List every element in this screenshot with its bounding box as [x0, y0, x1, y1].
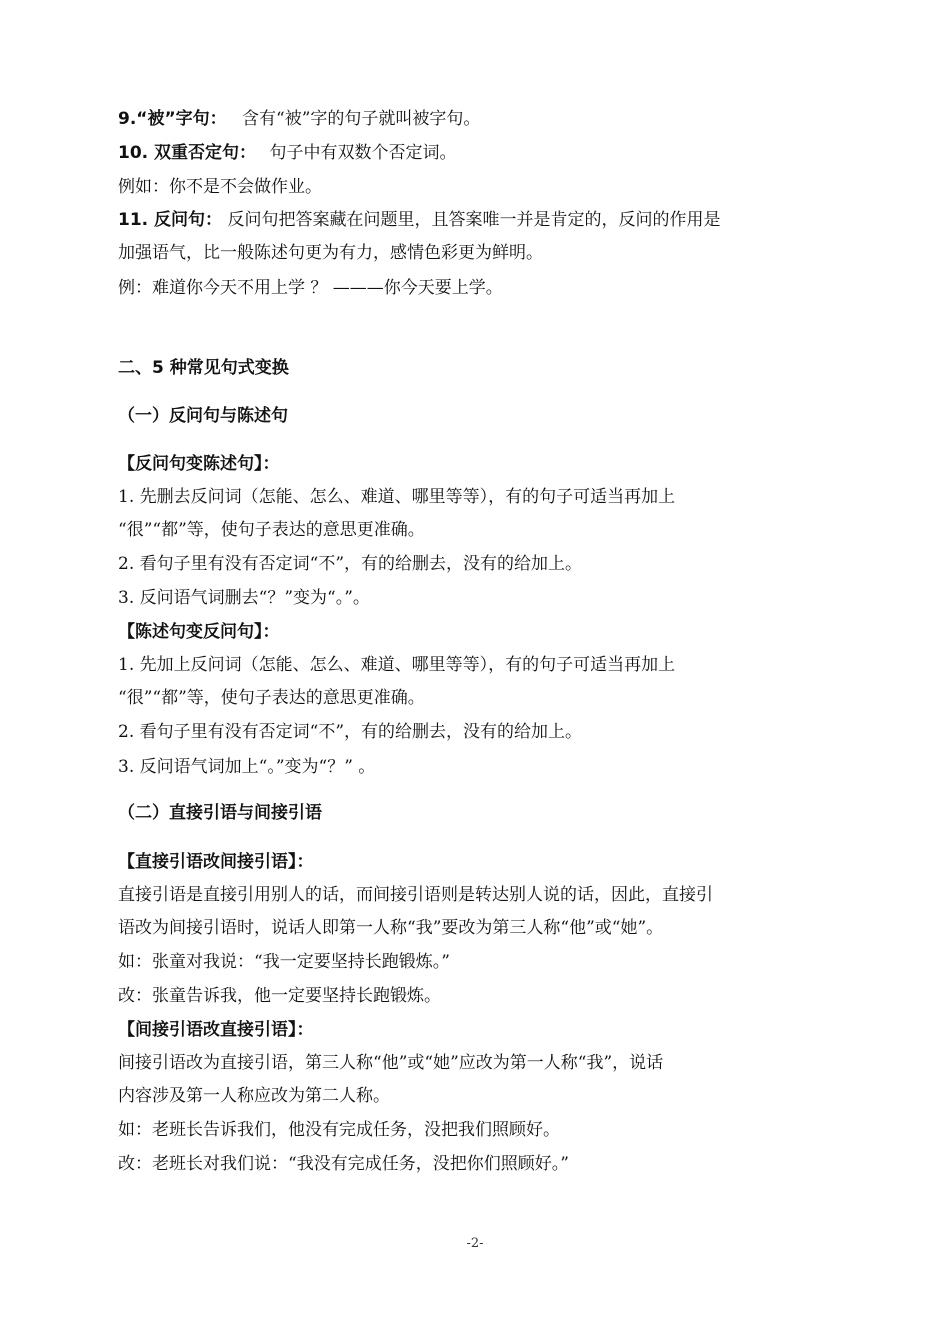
item-11-line2: 加强语气，比一般陈述句更为有力，感情色彩更为鲜明。	[118, 243, 543, 263]
cs-heading: 【陈述句变反问句】：	[118, 622, 280, 642]
item-11-label: 11. 反问句：	[118, 210, 223, 230]
jj-changed: 改：老班长对我们说：“我没有完成任务，没把你们照顾好。”	[118, 1154, 569, 1174]
fw-step-3: 3. 反问语气词删去“？”变为“。”。	[118, 588, 370, 608]
cs-step-3: 3. 反问语气词加上“。”变为“？” 。	[118, 757, 376, 777]
page-number: -2-	[466, 1236, 484, 1251]
cs-step-1: 1. 先加上反问词（怎能、怎么、难道、哪里等等），有的句子可适当再加上	[118, 655, 676, 675]
item-10-example: 例如：你不是不会做作业。	[118, 177, 322, 197]
sub2-heading: （二）直接引语与间接引语	[118, 803, 322, 823]
part2-heading: 二、5 种常见句式变换	[118, 358, 289, 378]
zj-text-2: 语改为间接引语时，说话人即第一人称“我”要改为第三人称“他”或“她”。	[118, 918, 664, 938]
cs-step-2: 2. 看句子里有没有否定词“不”，有的给删去，没有的给加上。	[118, 722, 583, 742]
zj-heading: 【直接引语改间接引语】：	[118, 852, 314, 872]
item-9-text: 含有“被”字的句子就叫被字句。	[242, 109, 481, 129]
zj-text-1: 直接引语是直接引用别人的话，而间接引语则是转达别人说的话，因此，直接引	[118, 885, 713, 905]
item-11	[118, 209, 720, 231]
jj-example: 如：老班长告诉我们，他没有完成任务，没把我们照顾好。	[118, 1120, 560, 1140]
item-11-text: 反问句把答案藏在问题里，且答案唯一并是肯定的，反问的作用是	[227, 210, 721, 230]
jj-heading: 【间接引语改直接引语】：	[118, 1020, 314, 1040]
item-11-example: 例：难道你今天不用上学 ？ ———你今天要上学。	[118, 278, 503, 298]
cs-step-1-cont: “很”“都”等，使句子表达的意思更准确。	[118, 688, 425, 708]
fw-heading: 【反问句变陈述句】：	[118, 454, 280, 474]
item-10	[118, 142, 456, 164]
fw-step-1: 1. 先删去反问词（怎能、怎么、难道、哪里等等），有的句子可适当再加上	[118, 487, 676, 507]
item-10-label: 10. 双重否定句：	[118, 143, 257, 163]
zj-changed: 改：张童告诉我，他一定要坚持长跑锻炼。	[118, 986, 441, 1006]
sub1-heading: （一）反问句与陈述句	[118, 406, 288, 426]
fw-step-1-cont: “很”“都”等，使句子表达的意思更准确。	[118, 520, 425, 540]
zj-example: 如：张童对我说：“我一定要坚持长跑锻炼。”	[118, 952, 450, 972]
jj-text-1: 间接引语改为直接引语，第三人称“他”或“她”应改为第一人称“我”，说话	[118, 1053, 664, 1073]
item-10-text: 句子中有双数个否定词。	[269, 143, 457, 163]
fw-step-2: 2. 看句子里有没有否定词“不”，有的给删去，没有的给加上。	[118, 554, 583, 574]
item-9-label: 9.“被”字句：	[118, 109, 227, 129]
item-9	[118, 108, 480, 130]
jj-text-2: 内容涉及第一人称应改为第二人称。	[118, 1086, 390, 1106]
